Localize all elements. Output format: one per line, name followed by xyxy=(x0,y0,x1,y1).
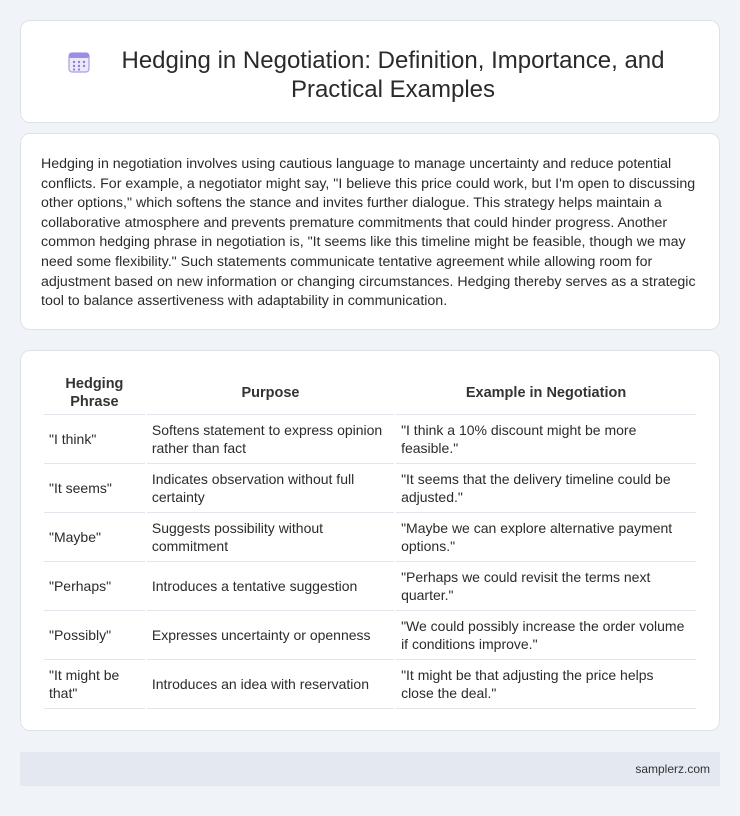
title-wrap xyxy=(21,21,719,104)
cell-phrase: "Perhaps" xyxy=(44,562,145,611)
table-row xyxy=(44,415,696,464)
column-header-phrase: Hedging Phrase xyxy=(44,371,145,415)
cell-phrase: "I think" xyxy=(44,415,145,464)
intro-paragraph: Hedging in negotiation involves using cautious language to manage uncertainty and reduce potential conflicts. For example, a negotiator might say, "I believe this price could work, but I'm open to discussing other options," which softens the stance and invites further dialogue. This strategy helps maintain a collaborative atmosphere and prevents premature commitments that could hinder progress. Another common hedging phrase in negotiation is, "It seems like this timeline might be feasible, though we may need some flexibility." Such statements communicate tentative agreement while allowing room for adjustment based on new information or changing circumstances. Hedging thereby serves as a strategic tool to balance assertiveness with adaptability in communication. xyxy=(41,156,696,310)
footer xyxy=(20,752,720,786)
cell-phrase: "It might be that" xyxy=(44,660,145,709)
cell-example: "It seems that the delivery timeline could be adjusted." xyxy=(396,464,696,513)
cell-purpose: Suggests possibility without commitment xyxy=(147,513,394,562)
table-row xyxy=(44,660,696,709)
hedging-table xyxy=(42,371,698,709)
cell-example: "I think a 10% discount might be more feasible." xyxy=(396,415,696,464)
column-header-example: Example in Negotiation xyxy=(396,371,696,415)
table-card xyxy=(20,350,720,731)
cell-purpose: Softens statement to express opinion rather than fact xyxy=(147,415,394,464)
table-row xyxy=(44,513,696,562)
cell-purpose: Expresses uncertainty or openness xyxy=(147,611,394,660)
cell-purpose: Indicates observation without full certainty xyxy=(147,464,394,513)
page-title: Hedging in Negotiation: Definition, Importance, and Practical Examples xyxy=(121,47,665,103)
footer-site-link[interactable]: samplerz.com xyxy=(635,762,710,776)
cell-phrase: "Possibly" xyxy=(44,611,145,660)
table-row xyxy=(44,464,696,513)
table-header-row xyxy=(44,371,696,415)
cell-phrase: "It seems" xyxy=(44,464,145,513)
cell-phrase: "Maybe" xyxy=(44,513,145,562)
table-row xyxy=(44,562,696,611)
intro-card xyxy=(20,133,720,330)
cell-purpose: Introduces an idea with reservation xyxy=(147,660,394,709)
cell-example: "It might be that adjusting the price helps close the deal." xyxy=(396,660,696,709)
cell-example: "Perhaps we could revisit the terms next quarter." xyxy=(396,562,696,611)
calendar-icon xyxy=(67,50,91,74)
table-row xyxy=(44,611,696,660)
cell-purpose: Introduces a tentative suggestion xyxy=(147,562,394,611)
title-card xyxy=(20,20,720,123)
cell-example: "Maybe we can explore alternative payment options." xyxy=(396,513,696,562)
column-header-purpose: Purpose xyxy=(147,371,394,415)
cell-example: "We could possibly increase the order volume if conditions improve." xyxy=(396,611,696,660)
